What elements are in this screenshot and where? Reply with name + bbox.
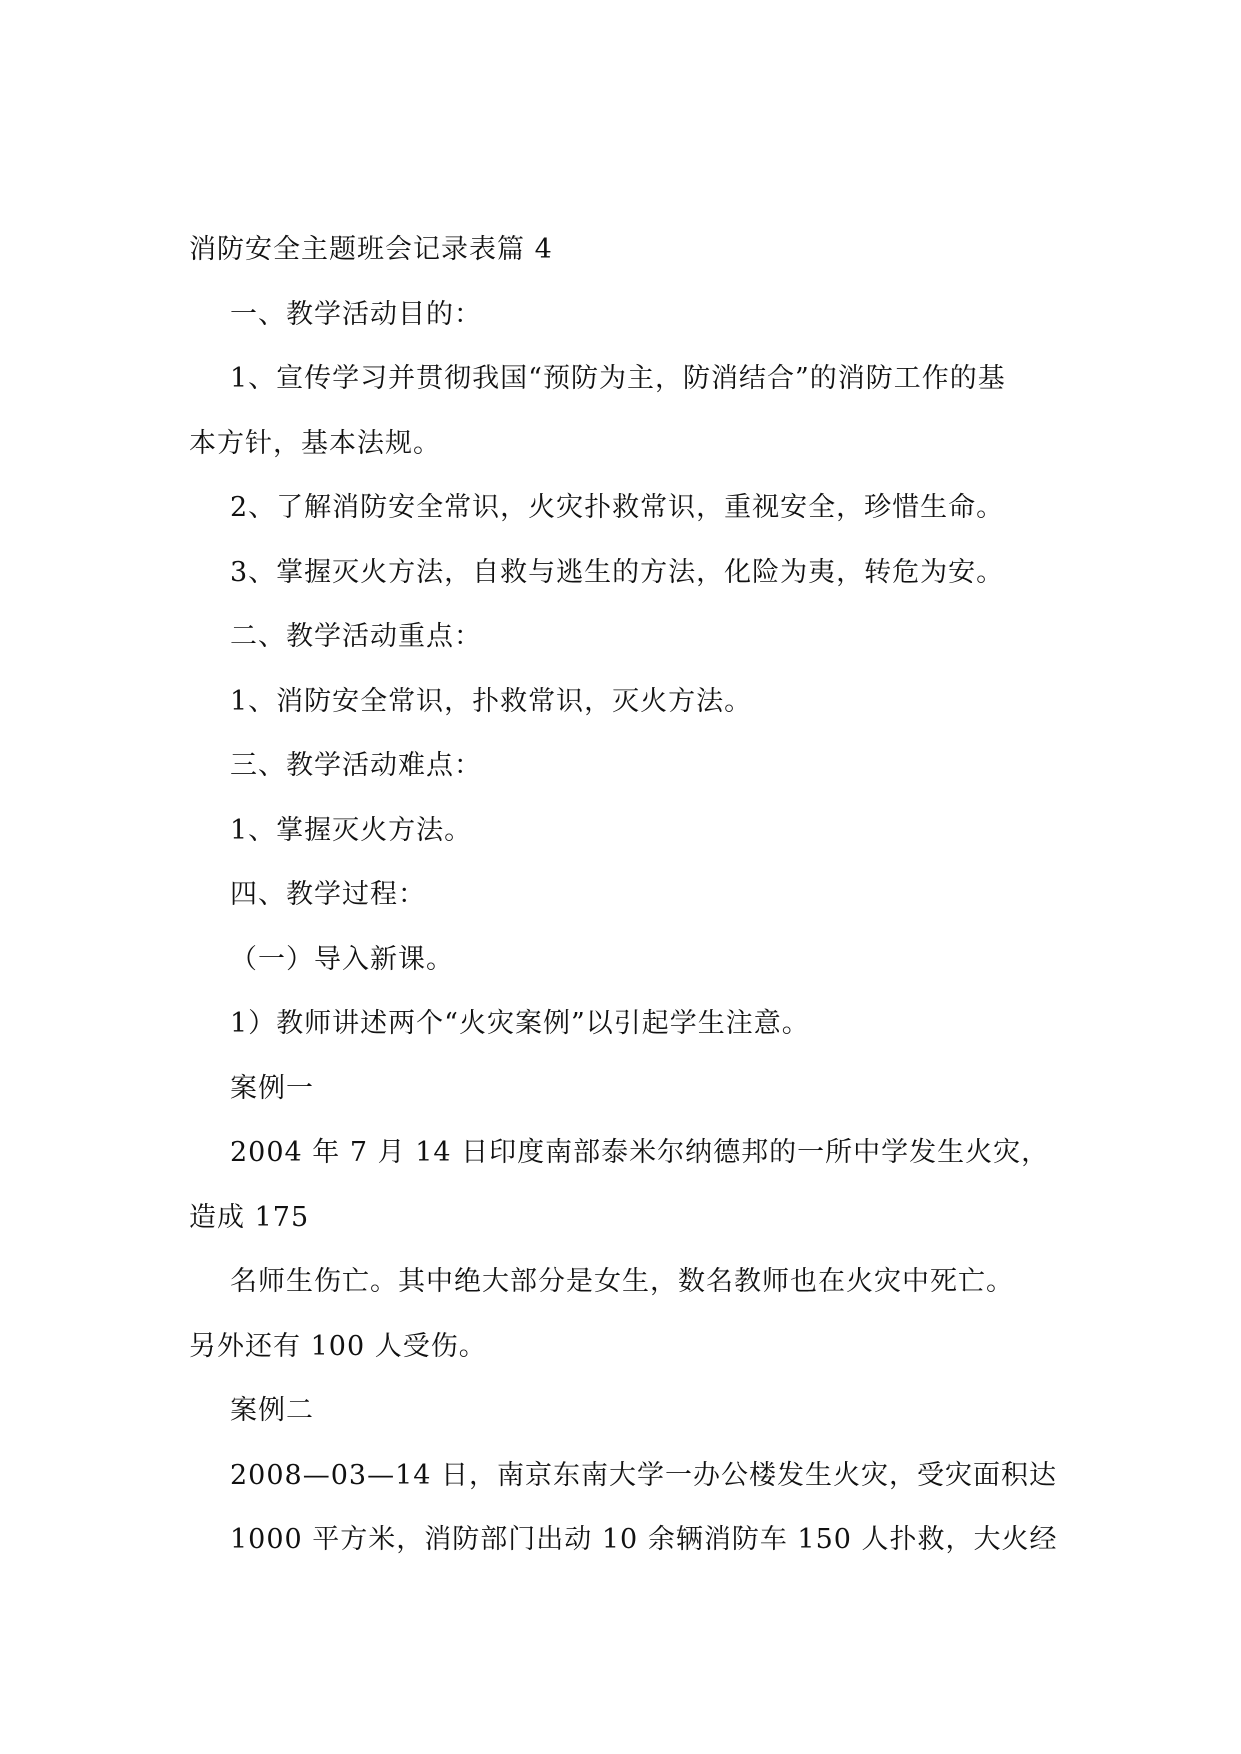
section-heading-difficulties: 三、教学活动难点： <box>230 750 482 781</box>
paragraph-line: 1000 平方米，消防部门出动 10 余辆消防车 150 人扑救，大火经 <box>230 1524 1058 1555</box>
paragraph-line: 2、了解消防安全常识，火灾扑救常识，重视安全，珍惜生命。 <box>230 492 1005 523</box>
paragraph-line: 1）教师讲述两个“火灾案例”以引起学生注意。 <box>230 1008 810 1039</box>
section-heading-objectives: 一、教学活动目的： <box>230 299 482 330</box>
paragraph-line: 3、掌握灭火方法，自救与逃生的方法，化险为夷，转危为安。 <box>230 557 1005 588</box>
paragraph-line: 名师生伤亡。其中绝大部分是女生，数名教师也在火灾中死亡。 <box>230 1266 1014 1297</box>
paragraph-line: 1、宣传学习并贯彻我国“预防为主，防消结合”的消防工作的基 <box>230 363 1006 394</box>
section-heading-key-points: 二、教学活动重点： <box>230 621 482 652</box>
paragraph-line: 本方针，基本法规。 <box>189 428 441 459</box>
case-heading: 案例一 <box>230 1073 314 1104</box>
subsection-heading: （一）导入新课。 <box>230 944 454 975</box>
paragraph-line: 另外还有 100 人受伤。 <box>189 1331 487 1362</box>
paragraph-line: 1、消防安全常识，扑救常识，灭火方法。 <box>230 686 753 717</box>
paragraph-line: 2004 年 7 月 14 日印度南部泰米尔纳德邦的一所中学发生火灾， <box>230 1137 1050 1168</box>
paragraph-line: 2008—03—14 日，南京东南大学一办公楼发生火灾，受灾面积达 <box>230 1460 1058 1491</box>
case-heading: 案例二 <box>230 1395 314 1426</box>
document-title: 消防安全主题班会记录表篇 4 <box>189 234 553 265</box>
section-heading-process: 四、教学过程： <box>230 879 426 910</box>
paragraph-line: 造成 175 <box>189 1202 310 1233</box>
paragraph-line: 1、掌握灭火方法。 <box>230 815 473 846</box>
